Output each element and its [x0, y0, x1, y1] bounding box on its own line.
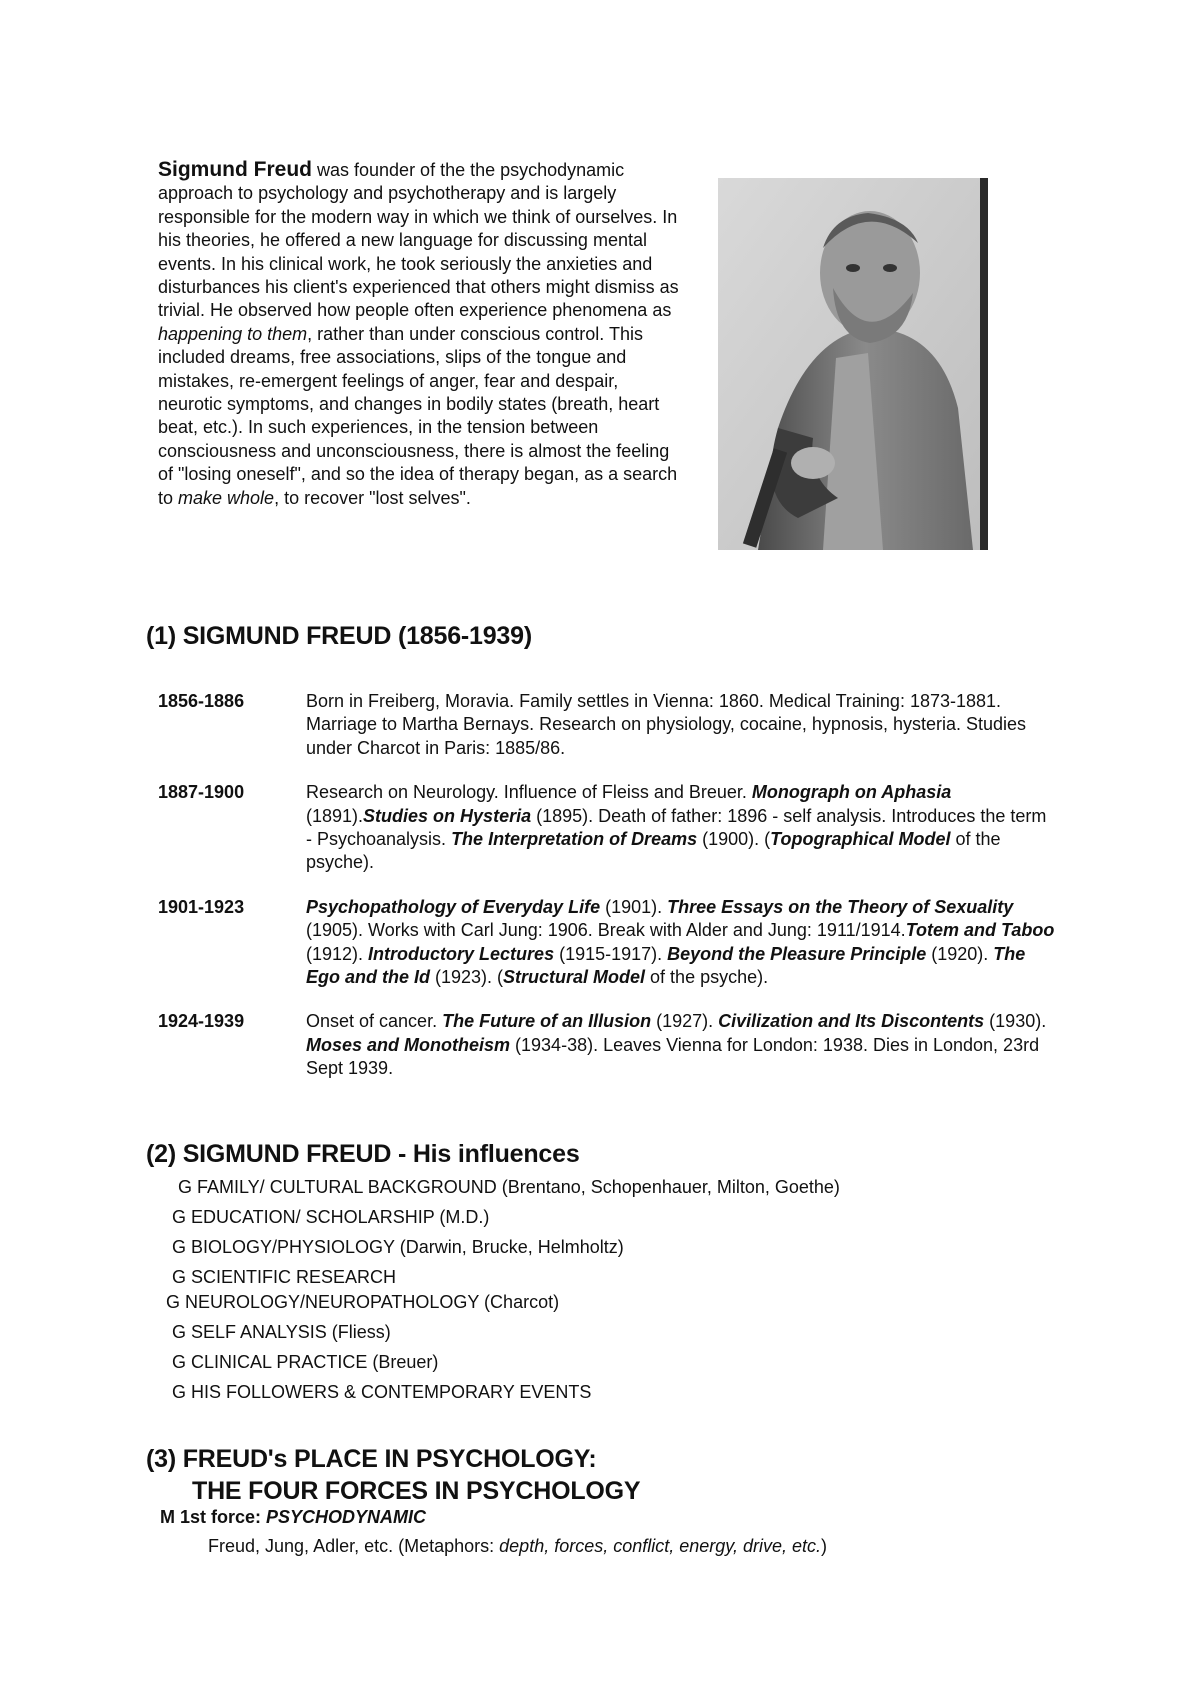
influence-item: G NEUROLOGY/NEUROPATHOLOGY (Charcot) — [166, 1292, 560, 1312]
work-title: Beyond the Pleasure Principle — [667, 943, 927, 964]
intro-text-2: , rather than under conscious control. This included dreams, free associations, slips of the tongue and mistakes, re-emergent feelings of anger, fear and despair, neurotic symptoms, and changes in bodily states (breath, heart beat, etc.). In such experiences, in the tension between consciousness and unconsciousness, there is almost the feeling of "losing oneself", and so the idea of therapy began, as a search to — [158, 323, 678, 508]
force-name: PSYCHODYNAMIC — [266, 1507, 427, 1527]
timeline-text: (1901). — [600, 896, 668, 917]
timeline-description — [306, 1010, 1056, 1080]
timeline-row — [158, 690, 1058, 760]
work-title: Psychopathology of Everyday Life — [306, 896, 601, 917]
timeline-text: (1915-1917). — [554, 943, 668, 964]
timeline-year: 1901-1923 — [158, 896, 245, 917]
work-title: Studies on Hysteria — [363, 805, 532, 826]
timeline-text: Born in Freiberg, Moravia. Family settles in Vienna: 1860. Medical Training: 1873-1881. Marriage to Martha Bernays. Research on physiology, cocaine, hypnosis, hysteria. Studies under Charcot in Paris: 1885/86. — [306, 691, 1027, 758]
timeline-text: (1891). — [306, 805, 364, 826]
intro-paragraph — [158, 158, 686, 510]
work-title: Civilization and Its Discontents — [718, 1011, 985, 1032]
influence-item: G EDUCATION/ SCHOLARSHIP (M.D.) — [172, 1207, 490, 1227]
work-title: Monograph on Aphasia — [751, 782, 952, 803]
work-title: Structural Model — [503, 967, 646, 988]
timeline-row — [158, 1010, 1058, 1080]
influence-item: G SELF ANALYSIS (Fliess) — [172, 1322, 391, 1342]
timeline-text: (1923). ( — [430, 967, 504, 988]
work-title: Moses and Monotheism — [306, 1034, 511, 1055]
timeline-text: of the psyche). — [645, 967, 769, 988]
influence-item: G CLINICAL PRACTICE (Breuer) — [172, 1352, 439, 1372]
work-title: Totem and Taboo — [905, 920, 1055, 941]
timeline-text: (1920). — [926, 943, 994, 964]
work-title: The Future of an Illusion — [442, 1011, 652, 1032]
influence-item: G FAMILY/ CULTURAL BACKGROUND (Brentano, Schopenhauer, Milton, Goethe) — [178, 1177, 840, 1197]
timeline-row — [158, 781, 1058, 875]
timeline-text: (1934-38). Leaves Vienna for London: 1938. Dies in London, 23rd Sept 1939. — [306, 1034, 1040, 1079]
timeline-text: (1927). — [651, 1011, 719, 1032]
work-title: The Ego and the Id — [306, 943, 1026, 988]
work-title: The Interpretation of Dreams — [451, 829, 698, 850]
force-desc-suffix: ) — [820, 1536, 827, 1556]
timeline-text: (1905). Works with Carl Jung: 1906. Break with Alder and Jung: 1911/1914. — [306, 920, 906, 941]
timeline-year: 1924-1939 — [158, 1011, 245, 1032]
work-title: Three Essays on the Theory of Sexuality — [667, 896, 1014, 917]
timeline-text: of the psyche). — [306, 829, 1001, 873]
timeline-description — [306, 896, 1056, 990]
intro-text-3: , to recover "lost selves". — [274, 487, 471, 508]
intro-text-1: was founder of the the psychodynamic approach to psychology and psychotherapy and is largely responsible for the modern way in which we think of ourselves. In his theories, he offered a new language for discussing mental events. In his clinical work, he took seriously the anxieties and disturbances his client's experienced that others might dismiss as trivial. He observed how people often experience phenomena as — [158, 160, 679, 321]
timeline-description — [306, 690, 1056, 760]
section-3-heading — [146, 1443, 640, 1507]
timeline-text: (1900). ( — [697, 829, 771, 850]
timeline — [158, 690, 1058, 1102]
force-desc-prefix: Freud, Jung, Adler, etc. (Metaphors: — [208, 1536, 500, 1556]
timeline-text: (1895). Death of father: 1896 - self analysis. Introduces the term - Psychoanalysis. — [306, 805, 1047, 850]
timeline-text: Research on Neurology. Influence of Fleiss and Breuer. — [306, 782, 752, 803]
timeline-text: (1930). — [984, 1011, 1047, 1032]
section-3-heading-line-2: THE FOUR FORCES IN PSYCHOLOGY — [192, 1477, 641, 1505]
intro-emphasis-2: make whole — [178, 487, 275, 508]
work-title: Introductory Lectures — [368, 943, 555, 964]
influence-item: G BIOLOGY/PHYSIOLOGY (Darwin, Brucke, Helmholtz) — [172, 1237, 624, 1257]
section-3-heading-line-1: (3) FREUD's PLACE IN PSYCHOLOGY: — [146, 1445, 597, 1473]
timeline-description — [306, 781, 1056, 875]
section-1-heading: (1) SIGMUND FREUD (1856-1939) — [146, 622, 532, 650]
timeline-text: Onset of cancer. — [306, 1011, 443, 1032]
timeline-row — [158, 896, 1058, 990]
first-force-description — [208, 1536, 827, 1557]
influences-list — [166, 1176, 840, 1411]
intro-name: Sigmund Freud — [158, 158, 312, 181]
force-desc-metaphors: depth, forces, conflict, energy, drive, etc. — [499, 1536, 821, 1556]
intro-emphasis-1: happening to them — [158, 323, 308, 344]
force-prefix: M 1st force: — [160, 1507, 267, 1527]
timeline-text: (1912). — [306, 943, 369, 964]
freud-portrait-photo — [718, 178, 988, 550]
influence-item: G HIS FOLLOWERS & CONTEMPORARY EVENTS — [172, 1382, 592, 1402]
work-title: Topographical Model — [770, 829, 951, 850]
timeline-year: 1856-1886 — [158, 691, 245, 711]
first-force-label — [160, 1507, 426, 1528]
timeline-year: 1887-1900 — [158, 782, 245, 803]
influence-item: G SCIENTIFIC RESEARCH — [172, 1267, 397, 1287]
section-2-heading: (2) SIGMUND FREUD - His influences — [146, 1140, 580, 1168]
